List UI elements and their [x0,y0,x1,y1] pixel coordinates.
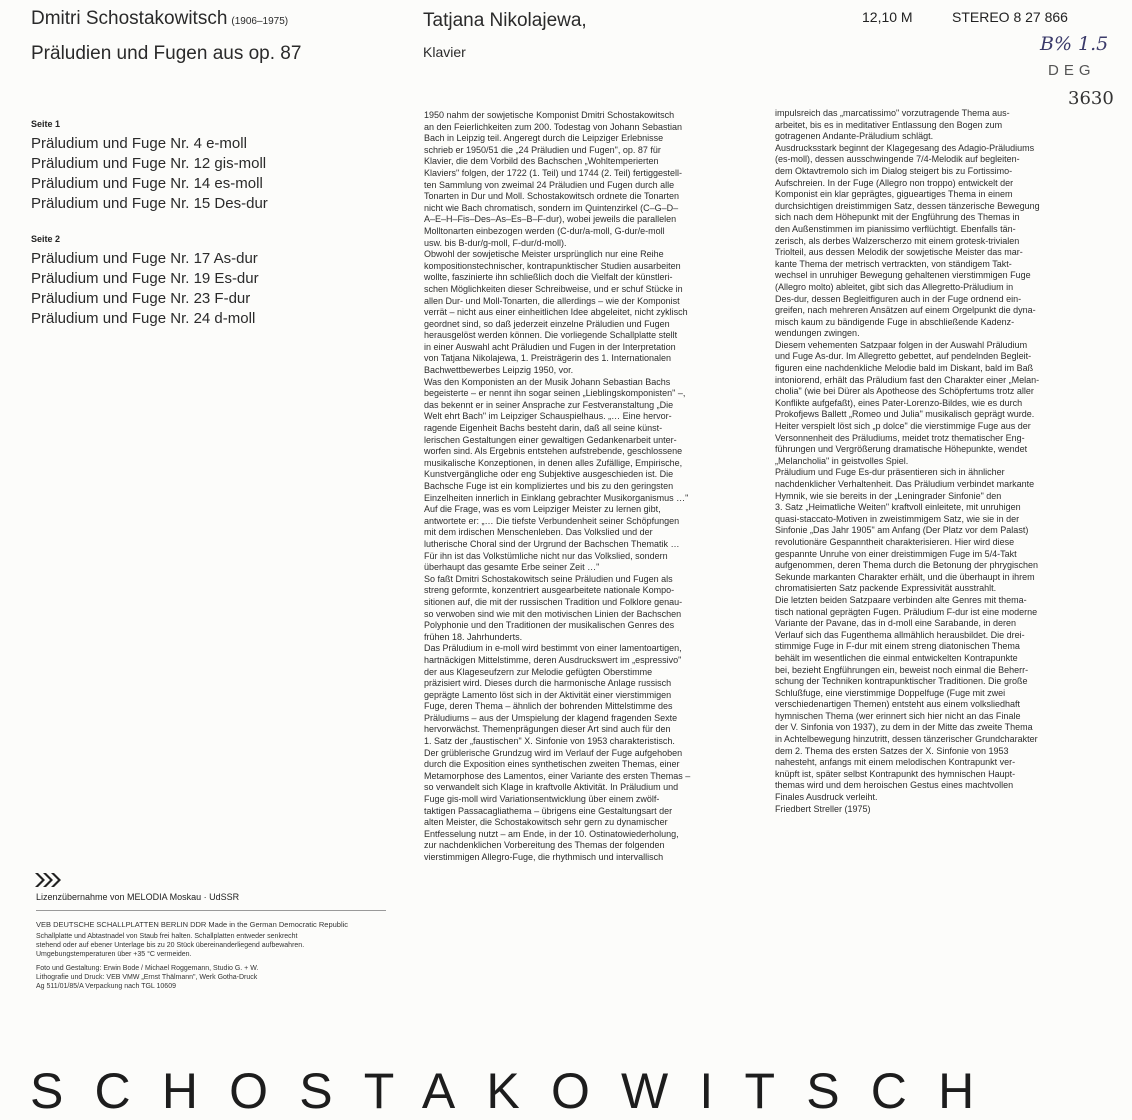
liner-line: schung der Techniken kontrapunktischer Traditionen. Die große [775,676,1028,687]
footer-composer-name: SCHOSTAKOWITSCH [30,1063,1006,1119]
liner-line: kante Thema der metrisch vertrackten, von ständigem Takt- [775,258,1012,269]
liner-line: Bach in Leipzig teil. Angeregt durch die Leipziger Erlebnisse [424,133,664,144]
liner-line: worfen sind. Als Ergebnis entstehen aufstrebende, geschlossene [424,446,683,457]
liner-line: Der grüblerische Grundzug wird im Verlauf der Fuge aufgehoben [424,747,683,758]
handwritten-note-1: B% 1.5 [1040,33,1109,55]
liner-line: knüpft ist, später selbst Kontrapunkt des hymnischen Haupt- [775,768,1016,779]
liner-line: Bachsche Fuge ist ein kompliziertes und bis zu den geringsten [424,481,674,491]
liner-line: Fuge gis-moll wird Variationsentwicklung über einem zwölf- [424,794,660,805]
liner-line: Die letzten beiden Satzpaare verbinden alte Genres mit thema- [775,594,1027,605]
liner-line: zerisch, als derbes Walzerscherzo mit einem grotesk-trivialen [775,235,1020,246]
liner-line: durchsichtigen dreistimmigen Satz, dessen tänzerische Bewegung [775,200,1040,211]
performer-instrument: Klavier [423,44,466,60]
liner-line: tisch national geprägten Fugen. Präludium F-dur ist eine moderne [775,606,1038,617]
liner-line: kompositionstechnischer, kontrapunktischer Studien ausarbeiten [424,260,681,271]
liner-line: alten Meister, die Schostakowitsch sehr gern zu dynamischer [424,817,668,828]
liner-line: begeisterte – er nennt ihn sogar seinen „Lieblingskomponisten" –, [424,388,686,399]
liner-line: Hymnik, wie sie bereits in der „Leningrader Sinfonie" den [775,490,1002,501]
liner-line: Was den Komponisten an der Musik Johann Sebastian Bachs [424,376,671,387]
liner-line: herausgelöst werden können. Die vorliegende Schallplatte stellt [424,330,678,341]
composer-name: Dmitri Schostakowitsch [31,8,228,29]
liner-line: Triolteil, aus dessen Melodik der sowjetische Meister das mar- [775,247,1023,258]
liner-line: sitionen auf, die mit der russischen Tradition und Folklore genau- [424,596,683,607]
liner-line: So faßt Dmitri Schostakowitsch seine Präludien und Fugen als [424,573,673,584]
side1-track: Präludium und Fuge Nr. 14 es-moll [31,175,263,192]
liner-line: (es-moll), dessen ausschwingende 7/4-Melodik auf begleiten- [775,154,1020,165]
liner-line: aufgenommen, deren Thema durch die Betonung der phrygischen [775,560,1039,571]
liner-line: chromatisierten Satz packende Expressivität ausstrahlt. [775,583,997,594]
divider [36,910,386,911]
liner-line: 1. Satz der „faustischen" X. Sinfonie von 1953 charakteristisch. [424,736,675,747]
liner-line: Heiter verspielt löst sich „p dolce" die vierstimmige Fuge aus der [775,421,1031,432]
liner-line: Sinfonie „Das Jahr 1905" am Anfang (Der Platz vor dem Palast) [775,525,1029,536]
liner-line: mit dem irdischen Menschenleben. Das Volkslied und der [424,527,653,538]
side1-label: Seite 1 [31,119,61,129]
liner-line: revolutionäre Gespanntheit charakterisieren. Hier wird diese [775,536,1015,547]
side2-track: Präludium und Fuge Nr. 23 F-dur [31,290,251,307]
liner-line: lerischen Gestaltungen einer gewaltigen Gedankenarbeit unter- [424,434,677,445]
liner-line: 1950 nahm der sowjetische Komponist Dmitri Schostakowitsch [424,110,675,120]
liner-line: geordnet sind, so daß jederzeit einzelne Präludien und Fugen [424,318,670,329]
liner-line: Klaviers" folgen, der 1722 (1. Teil) und 1744 (2. Teil) fertiggestell- [424,167,683,178]
liner-line: Metamorphose des Lamentos, einer Variante des ersten Themas – [424,770,691,781]
liner-line: greifen, nach mehreren Ansätzen auf einem Orgelpunkt die dyna- [775,305,1036,316]
liner-line: Friedbert Streller (1975) [775,803,871,814]
liner-line: intoniorend, erhält das Präludium fast den Charakter einer „Melan- [775,374,1040,385]
production-line: Lithografie und Druck: VEB VMW „Ernst Thälmann", Werk Gotha-Druck [36,974,258,981]
side2-track: Präludium und Fuge Nr. 19 Es-dur [31,270,259,287]
liner-line: bei, bezieht Engführungen ein, beweist noch einmal die Beherr- [775,664,1029,675]
liner-notes-column-2 [775,108,1105,815]
liner-line: ragende Eigenheit Bachs besteht darin, daß all seine künst- [424,423,663,434]
liner-line: nahesteht, anfangs mit einem melodischen Kontrapunkt ver- [775,757,1016,768]
liner-line: Einzelheiten innerlich in Einklang gebrachter Musikorganismus …" [424,492,689,503]
liner-line: präzisiert wird. Dieses durch die harmonische Anlage russisch [424,678,672,689]
liner-line: schen Möglichkeiten dieser Schreibweise, und er schuf Stücke in [424,283,683,294]
side2-track: Präludium und Fuge Nr. 24 d-moll [31,310,256,327]
liner-line: ten Sammlung von zweimal 24 Präludien und Fugen durch alle [424,179,675,190]
liner-line: figuren eine nachdenkliche Melodie bald im Diskant, bald im Baß [775,363,1034,374]
liner-line: gespannte Unruhe von einer dreistimmigen Fuge im 5/4-Takt [775,548,1017,559]
handwritten-note-3: 3630 [1068,88,1114,109]
liner-line: vierstimmigen Allegro-Fuge, die rhythmisch und intervallisch [424,852,664,862]
liner-line: so verwandelt sich Klage in kraftvolle Aktivität. In Präludium und [424,782,679,793]
liner-line: quasi-staccato-Motiven in zweistimmigem Satz, wie sie in der [775,513,1020,524]
license-text: Lizenzübernahme von MELODIA Moskau · UdSSR [36,892,240,902]
liner-line: geprägte Lamento löst sich in der Aktivität einer vierstimmigen [424,689,672,700]
liner-line: „Melancholia" in geistvolles Spiel. [775,455,909,466]
liner-line: überhaupt das gesamte Erbe seiner Zeit …" [424,562,600,573]
composer-heading [31,8,288,30]
liner-line: Verlauf sich das Fugenthema allmählich herausbildet. Die drei- [775,629,1025,640]
label-logo-icon [34,872,64,893]
liner-line: Prokofjews Ballett „Romeo und Julia" musikalisch geprägt wurde. [775,409,1035,420]
liner-line: hervorwächst. Themenprägungen dieser Art sind auch für den [424,724,671,735]
liner-line: an den Feierlichkeiten zum 200. Todestag von Johann Sebastian [424,121,683,132]
liner-line: und Fuge As-dur. Im Allegretto gebettet, auf pendelnden Begleit- [775,351,1032,362]
liner-line: nachdenklicher Verhaltenheit. Das Präludium verbindet markante [775,479,1035,489]
performer-name: Tatjana Nikolajewa, [423,10,587,31]
liner-line: Entfesselung nutzt – am Ende, in der 10. Ostinatowiederholung, [424,828,679,839]
liner-line: Kunstvergängliche oder eng Subjektive ausgeschieden ist. Die [424,469,674,480]
side1-track: Präludium und Fuge Nr. 15 Des-dur [31,195,268,212]
liner-line: verrät – nicht aus einer einheitlichen Idee abgeleitet, nicht zyklisch [424,307,688,318]
liner-line: themas wird und dem heroischen Gestus eines machtvollen [775,780,1014,791]
liner-line: Tonarten in Dur und Moll. Schostakowitsch ordnete die Tonarten [424,191,679,202]
liner-line: 3. Satz „Heimatliche Weiten" kraftvoll einleitete, mit unruhigen [775,502,1021,513]
production-line: Foto und Gestaltung: Erwin Bode / Michael Roggemann, Studio G. + W. [36,965,259,972]
liner-line: arbeitet, bis es in meditativer Entlassung den Bogen zum [775,119,1003,130]
care-line: stehend oder auf ebener Unterlage bis zu 20 Stück übereinanderliegend aufbewahren. [36,942,305,949]
liner-line: Diesem vehementen Satzpaar folgen in der Auswahl Präludium [775,339,1028,350]
liner-line: das bekennt er in seiner Ansprache zur Festveranstaltung „Die [424,399,674,410]
liner-line: musikalische Konzeptionen, in denen alles Zufällige, Empirische, [424,457,683,468]
handwritten-note-2: DEG [1048,62,1096,79]
liner-line: frühen 18. Jahrhunderts. [424,631,523,642]
liner-line: allen Dur- und Moll-Tonarten, die allerdings – wie der Komponist [424,295,680,306]
liner-line: in einer Auswahl acht Präludien und Fugen in der Interpretation [424,341,676,352]
liner-line: Welt ehrt Bach" im Leipziger Schauspielhaus. „… Eine hervor- [424,411,672,422]
liner-line: führungen und Vergrößerung dramatische Höhepunkte, wendet [775,444,1028,455]
liner-line: von Tatjana Nikolajewa, 1. Preisträgerin des 1. Internationalen [424,353,671,364]
liner-line: Versonnenheit des Präludiums, meidet trotz thematischer Eng- [775,432,1025,443]
liner-line: gotragenen Andante-Präludium schlägt. [775,131,934,142]
liner-line: Ausdrucksstark beginnt der Klagegesang des Adagio-Präludiums [775,142,1035,153]
liner-line: hymnischen Thema (wer erinnert sich hier nicht an das Finale [775,710,1021,721]
side1-track: Präludium und Fuge Nr. 4 e-moll [31,135,247,152]
liner-line: wechsel in unruhiger Bewegung gehaltenen vierstimmigen Fuge [775,270,1031,281]
liner-line: Obwohl der sowjetische Meister ursprünglich nur eine Reihe [424,249,664,260]
liner-line: Finales Ausdruck verleiht. [775,792,878,803]
care-line: Schallplatte und Abtastnadel von Staub frei halten. Schallplatten entweder senkrecht [36,933,298,940]
liner-line: sich nach dem Höhepunkt mit der Engführung des Themas in [775,212,1020,223]
liner-line: behält im wesentlichen die einmal entwickelten Kontrapunkte [775,652,1018,663]
liner-line: Klavier, die dem Vorbild des Bachschen „Wohltemperierten [424,156,659,167]
composer-years: (1906–1975) [231,16,289,27]
liner-notes-column-1 [424,110,750,864]
liner-line: Komponist ein klar geprägtes, gigueartiges Thema in einem [775,189,1013,200]
liner-line: in Achtelbewegung hinzutritt, dessen tänzerischer Grundcharakter [775,734,1038,745]
label-line: VEB DEUTSCHE SCHALLPLATTEN BERLIN DDR Made in the German Democratic Republic [36,920,349,929]
price-label: 12,10 M [862,9,913,25]
production-line: Ag 511/01/85/A Verpackung nach TGL 10609 [36,983,176,990]
catalog-number: STEREO 8 27 866 [952,9,1068,25]
liner-line: der aus Klageseufzern zur Melodie gefügten Oberstimme [424,666,653,677]
liner-line: zur nachdenklichen Vorbereitung des Themas der folgenden [424,840,665,851]
liner-line: streng geformte, konzentriert ausgearbeitete nationale Kompo- [424,585,675,596]
liner-line: den Außenstimmen im pianissimo verflüchtigt. Ebenfalls tän- [775,223,1016,234]
liner-line: taktigen Passacagliathema – übrigens eine Gestaltungsart der [424,805,673,816]
liner-line: stimmige Fuge in F-dur mit einem streng diatonischen Thema [775,641,1020,652]
side1-track: Präludium und Fuge Nr. 12 gis-moll [31,155,267,172]
liner-line: misch kaum zu bändigende Fuge in abschließende Kadenz- [775,316,1015,327]
side2-label: Seite 2 [31,234,61,244]
liner-line: Sekunde markanten Charakter erhält, und die überhaupt in ihrem [775,571,1035,582]
liner-line: Für ihn ist das Volkstümliche nicht nur das Volkslied, sondern [424,550,668,561]
liner-line: nicht wie Bach chromatisch, sondern im Quintenzirkel (C–G–D– [424,202,679,213]
liner-line: Das Präludium in e-moll wird bestimmt von einer lamentoartigen, [424,643,682,654]
liner-line: Polyphonie und den Traditionen der musikalischen Genres des [424,620,675,631]
liner-line: wollte, faszinierte ihn schließlich doch die Vielfalt der künstleri- [424,272,673,283]
liner-line: hartnäckigen Mittelstimme, deren Ausdruckswert im „espressivo" [424,654,682,665]
liner-line: dem 2. Thema des ersten Satzes der X. Sinfonie von 1953 [775,745,1009,756]
liner-line: Präludium und Fuge Es-dur präsentieren sich in ähnlicher [775,467,1005,478]
liner-line: usw. bis B-dur/g-moll, F-dur/d-moll). [424,237,567,248]
liner-line: lutherische Choral sind der Urgrund der Bachschen Thematik … [424,538,680,549]
liner-line: (Allegro molto) ableitet, gibt sich das Allegretto-Präludium in [775,281,1014,292]
liner-line: A–E–H–Fis–Des–As–Es–B–F-dur), wobei jeweils die parallelen [424,214,677,225]
liner-line: Aufschreien. In der Fuge (Allegro non troppo) entwickelt der [775,177,1014,188]
liner-line: Molltonarten einbezogen werden (C-dur/a-moll, G-dur/e-moll [424,225,665,236]
liner-line: schrieb er 1950/51 die „24 Präludien und Fugen", op. 87 für [424,144,661,155]
liner-line: cholia" (wie bei Dürer als Apotheose des Schöpfertums trotz aller [775,386,1034,397]
liner-line: Konflikte aufgefaßt), eines Pater-Lorenzo-Bildes, wie es durch [775,397,1023,408]
liner-line: durch die Exposition eines synthetischen zweiten Themas, einer [424,759,680,770]
work-title: Präludien und Fugen aus op. 87 [31,43,302,64]
liner-line: Schlußfuge, eine vierstimmige Doppelfuge (Fuge mit zwei [775,687,1006,698]
liner-line: Variante der Pavane, das in d-moll eine Sarabande, in deren [775,618,1016,629]
liner-line: der V. Sinfonia von 1937), zu dem in der Mitte das zweite Thema [775,722,1033,733]
liner-line: verschiedenartigen Themen) entsteht aus einem volksliedhaft [775,699,1020,710]
side2-track: Präludium und Fuge Nr. 17 As-dur [31,250,258,267]
liner-line: impulsreich das „marcatissimo" vorzutragende Thema aus- [775,108,1010,118]
liner-line: wendungen zwingen. [775,328,860,339]
liner-line: Fuge, deren Thema – ähnlich der bohrenden Mittelstimme des [424,701,673,712]
liner-line: so verwoben sind wie mit den motivischen Linien der Bachschen [424,608,682,619]
liner-line: Auf die Frage, was es vom Leipziger Meister zu lernen gibt, [424,504,661,515]
liner-line: dem Oktavtremolo sich im Dialog steigert bis zu Fortissimo- [775,165,1013,176]
care-line: Umgebungstemperaturen über +35 °C vermeiden. [36,951,192,958]
liner-line: Des-dur, dessen Begleitfiguren auch in der Fuge ordnend ein- [775,293,1022,304]
liner-line: antwortete er: „… Die tiefste Verbundenheit seiner Schöpfungen [424,515,680,526]
liner-line: Präludiums – aus der Umspielung der klagend fragenden Sexte [424,712,678,723]
liner-line: Bachwettbewerbes Leipzig 1950, vor. [424,365,574,376]
